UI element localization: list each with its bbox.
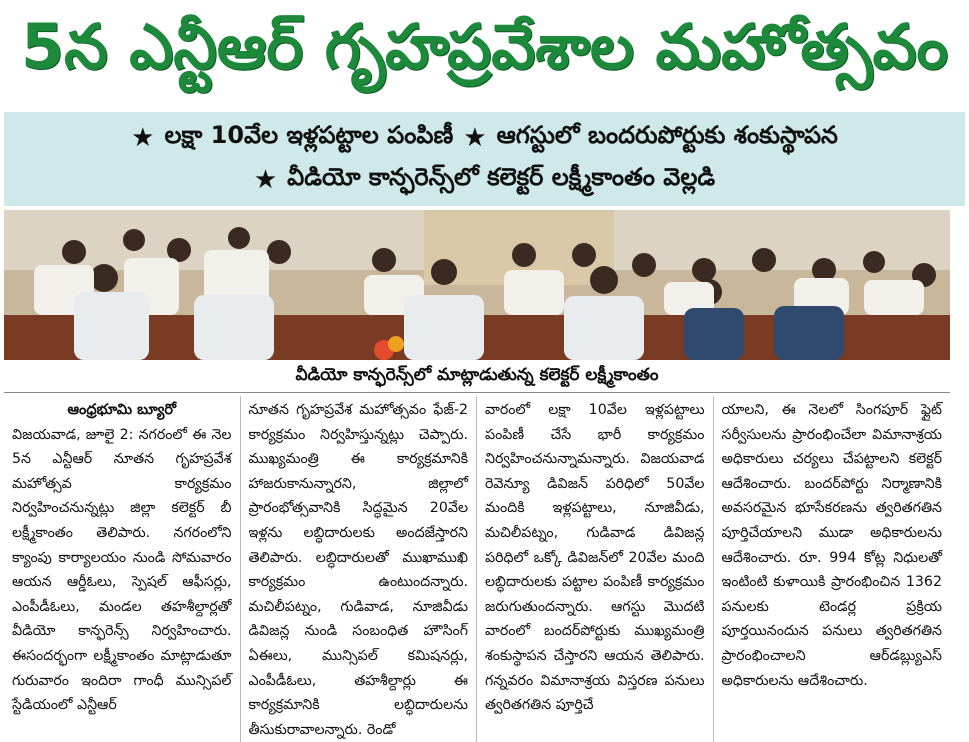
subhead-item: లక్షా 10వేల ఇళ్లపట్టాల పంపిణీ — [164, 121, 454, 149]
subhead-item: ఆగస్టులో బందరుపోర్టుకు శంకుస్థాపన — [496, 121, 838, 149]
column-text: విజయవాడ, జూలై 2: నగరంలో ఈ నెల 5న ఎన్టీఆర్ నూతన గృహప్రవేశ మహోత్సవ కార్యక్రమం నిర్వహించనున్నట్లు జిల్లా కలెక్టర్ బీ లక్ష్మీకాంతం తెలిపారు. నగరంలోని క్యాంపు కార్యాలయం నుండి సోమవారం ఆయన ఆర్డీఓలు, స్పెషల్ ఆఫీసర్లు, ఎంపీడీఓలు, మండల తహశీల్దార్లతో వీడియో కాన్ఫరెన్స్ నిర్వహించారు. ఈసందర్భంగా లక్ష్మీకాంతం మాట్లాడుతూ గురువారం ఇందిరా గాంధీ మున్సిపల్ స్టేడియంలో ఎన్టీఆర్ — [12, 426, 232, 714]
subhead-line-1 — [131, 121, 838, 155]
star-icon: ★ — [253, 165, 278, 195]
column-text: నూతన గృహప్రవేశ మహోత్సవం ఫేజ్-2 కార్యక్రమం నిర్వహిస్తున్నట్లు చెప్పారు. ముఖ్యమంత్రి ఈ కార్యక్రమానికి హాజరుకానున్నారని, జిల్లాలో ప్రారంభోత్సవానికి సిద్ధమైన 20వేల ఇళ్లను లబ్ధిదారులకు అందజేస్తారని తెలిపారు. లబ్ధిదారులతో ముఖాముఖి కార్యక్రమం ఉంటుందన్నారు. మచిలీపట్నం, గుడివాడ, నూజివీడు డివిజన్ల నుండి సంబంధిత హౌసింగ్ ఏఈలు, మున్సిపల్ కమిషనర్లు, ఎంపీడీఓలు, తహశీల్దార్లు ఈ కార్యక్రమానికి లబ్ధిదారులను తీసుకురావాలన్నారు. రెండో — [248, 402, 468, 738]
meeting-photo — [4, 210, 950, 360]
article-column-3 — [477, 396, 714, 742]
star-icon: ★ — [131, 123, 155, 153]
column-text: యాలని, ఈ నెలలో సింగపూర్ ఫ్లైట్ సర్వీసులను ప్రారంభించేలా విమానాశ్రయ అధికారులు చర్యలు చేపట్టాలని కలెక్టర్ ఆదేశించారు. బందర్‌పోర్టు నిర్మాణానికి అవసరమైన భూసేకరణను త్వరితగతిన పూర్తిచేయాలని ముడా అధికారులను ఆదేశించారు. రూ. 994 కోట్ల నిధులతో ఇంటింటి కుళాయికి ప్రారంభించిన 1362 పనులకు టెండర్ల ప్రక్రియ పూర్తయినందున పనులు త్వరితగతిన ప్రారంభించాలని ఆర్‌డబ్ల్యుఎస్ అధికారులను ఆదేశించారు. — [721, 402, 942, 689]
column-text: వారంలో లక్షా 10వేల ఇళ్లపట్టాలు పంపిణీ చేసే భారీ కార్యక్రమం నిర్వహించనున్నామన్నారు. విజయవాడ రెవెన్యూ డివిజన్ పరిధిలో 50వేల మందికి ఇళ్లపట్టాలు, నూజివీడు, మచిలీపట్నం, గుడివాడ డివిజన్ల పరిధిలో ఒక్కో డివిజన్‌లో 20వేల మంది లబ్ధిదారులకు పట్టాల పంపిణీ కార్యక్రమం జరుగుతుందన్నారు. ఆగస్టు మొదటి వారంలో బందర్‌పోర్టుకు ముఖ్యమంత్రి శంకుస్థాపన చేస్తారని ఆయన తెలిపారు. గన్నవరం విమానాశ్రయ విస్తరణ పనులు త్వరితగతిన పూర్తిచే — [485, 402, 705, 714]
article-column-4 — [714, 396, 951, 742]
article-column-2 — [241, 396, 478, 742]
meeting-photo-illustration — [4, 210, 950, 360]
article-body — [4, 396, 950, 738]
article-column-1 — [4, 396, 241, 742]
star-icon: ★ — [463, 123, 487, 153]
byline: ఆంధ్రభూమి బ్యూరో — [67, 402, 176, 418]
photo-caption: వీడియో కాన్ఫరెన్స్‌లో మాట్లాడుతున్న కలెక్టర్ లక్ష్మీకాంతం — [4, 362, 950, 393]
subhead-line-2 — [254, 163, 715, 197]
subhead-band — [4, 112, 965, 206]
headline: 5న ఎన్టీఆర్ గృహప్రవేశాల మహోత్సవం — [21, 10, 948, 83]
subhead-item: వీడియో కాన్ఫరెన్స్‌లో కలెక్టర్ లక్ష్మీకాంతం వెల్లడి — [287, 163, 716, 191]
